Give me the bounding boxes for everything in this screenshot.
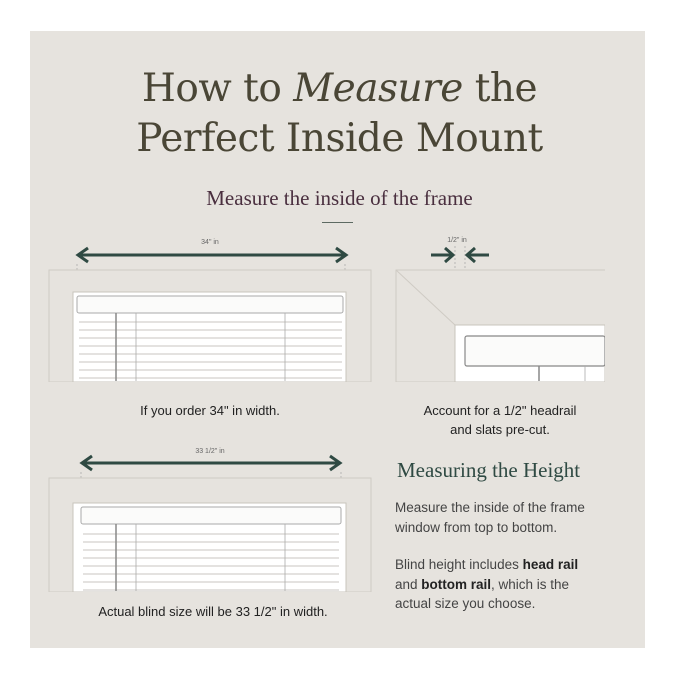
caption-headrail-line2: and slats pre-cut. xyxy=(450,422,550,437)
dimension-label-half: 1/2" in xyxy=(447,237,467,244)
caption-headrail xyxy=(395,401,605,439)
subtitle: Measure the inside of the frame xyxy=(206,186,473,210)
caption-34: If you order 34" in width. xyxy=(140,403,280,418)
divider xyxy=(322,222,353,223)
dimension-label-33-half: 33 1/2" in xyxy=(195,448,225,455)
window-diagram-33-half xyxy=(48,448,378,592)
height-para1-line2: window from top to bottom. xyxy=(395,519,558,535)
height-heading: Measuring the Height xyxy=(397,458,581,482)
headrail-detail-diagram xyxy=(395,240,605,382)
height-para2-line2: and bottom rail, which is the xyxy=(395,576,570,592)
window-diagram-34 xyxy=(48,240,378,382)
caption-33-half: Actual blind size will be 33 1/2" in width. xyxy=(98,604,328,619)
page-title-line1: How to Measure the xyxy=(141,66,538,111)
page-title-line2: Perfect Inside Mount xyxy=(136,116,543,161)
height-para2-line3: actual size you choose. xyxy=(395,596,536,611)
height-paragraph-2 xyxy=(395,555,578,614)
height-para2-line1: Blind height includes head rail xyxy=(395,557,579,572)
height-para1-line1: Measure the inside of the frame xyxy=(395,500,585,515)
caption-headrail-line1: Account for a 1/2" headrail xyxy=(423,403,577,418)
height-paragraph-1 xyxy=(395,498,585,537)
dimension-label-34: 34" in xyxy=(201,239,219,246)
